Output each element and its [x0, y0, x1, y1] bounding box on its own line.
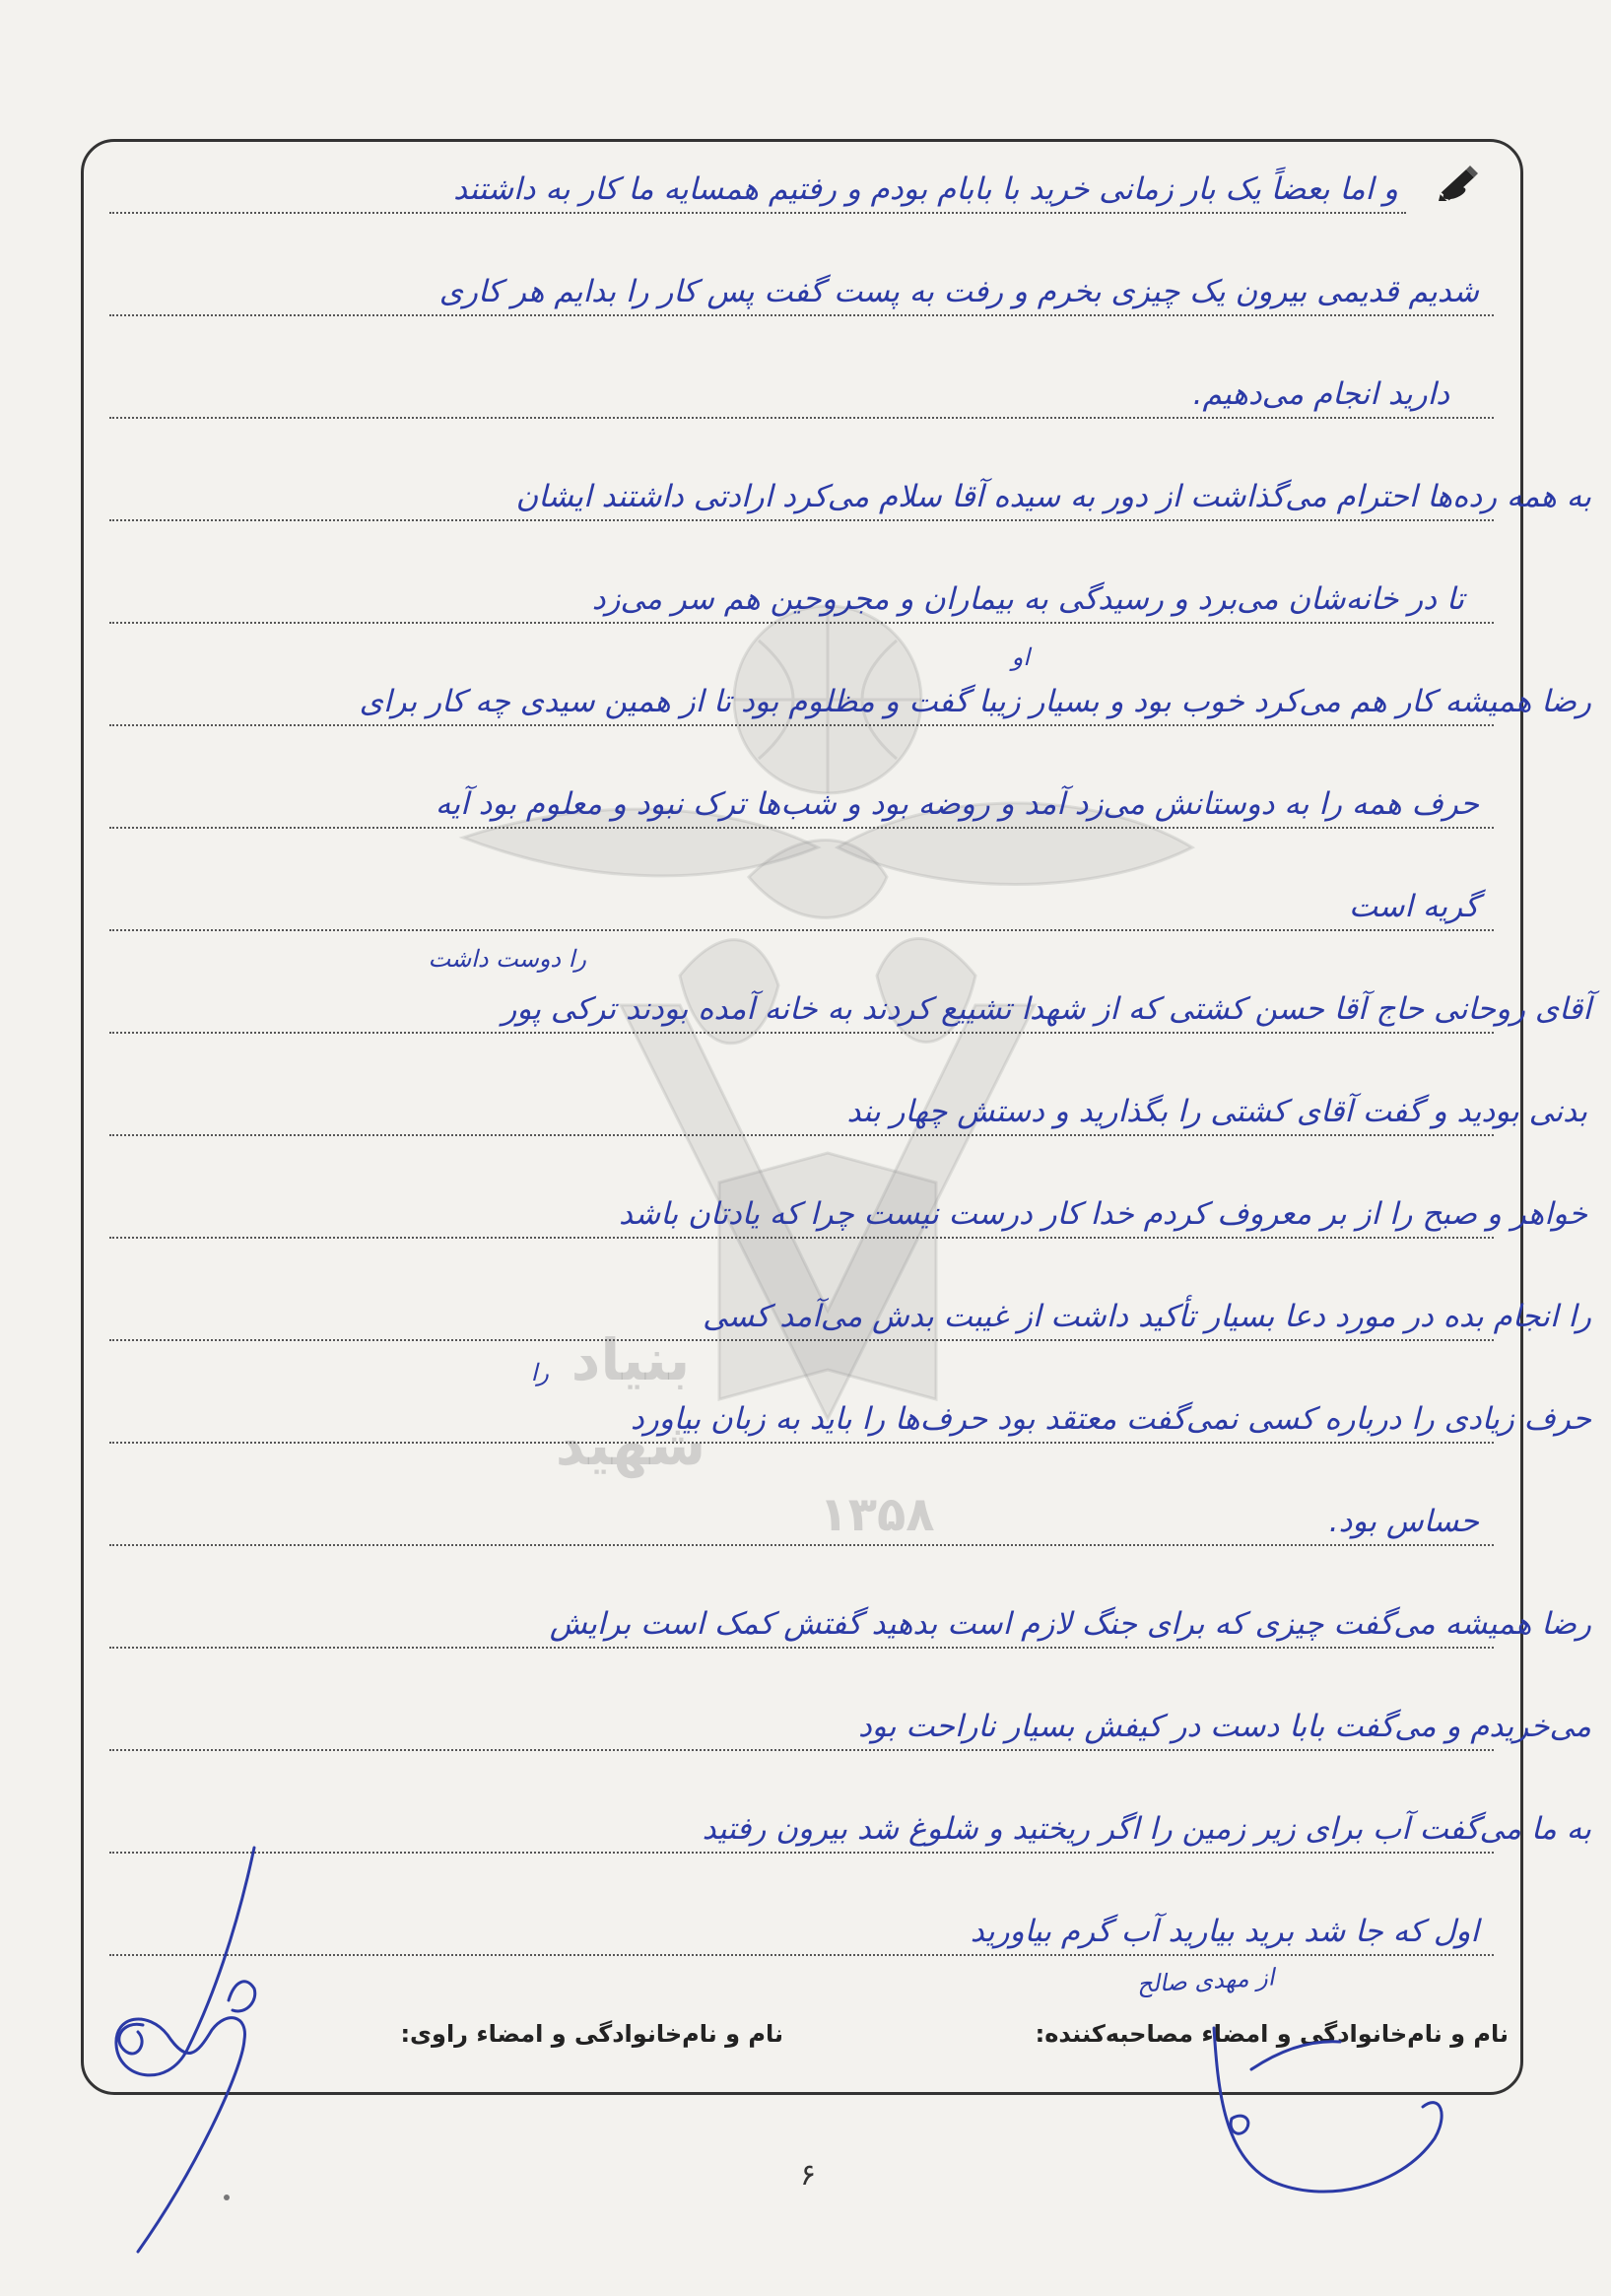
ruled-line — [109, 1647, 1494, 1649]
ruled-line — [109, 1339, 1494, 1341]
ruled-line — [109, 417, 1494, 419]
ruled-line — [109, 1237, 1494, 1239]
interviewer-signature-stroke — [1231, 2116, 1248, 2133]
interlinear-note: را دوست داشت — [428, 945, 586, 973]
ruled-line — [109, 1032, 1494, 1034]
handwritten-line: حساس بود. — [1328, 1504, 1479, 1539]
ruled-line — [109, 519, 1494, 521]
handwritten-line: به همه رده‌ها احترام می‌گذاشت از دور به سیده آقا سلام می‌کرد ارادتی داشتند ایشان — [515, 479, 1591, 514]
handwritten-line: تا در خانه‌شان می‌برد و رسیدگی به بیماران و مجروحین هم سر می‌زد — [591, 581, 1464, 617]
interviewer-signature-label: نام و نام‌خانوادگی و امضاء مصاحبه‌کننده: — [1035, 2020, 1509, 2048]
interlinear-note: را — [530, 1359, 549, 1386]
watermark-text-3: ۱۳۵۸ — [819, 1487, 935, 1542]
handwritten-line: بدنی بودید و گفت آقای کشتی را بگذارید و دستش چهار بند — [846, 1094, 1587, 1129]
ruled-line — [109, 1852, 1494, 1854]
ink-dot — [224, 2195, 230, 2200]
page-number: ۶ — [800, 2158, 817, 2193]
watermark-text-2: شهید — [555, 1411, 706, 1478]
pencil-icon — [1437, 164, 1480, 203]
handwritten-line: شدیم قدیمی بیرون یک چیزی بخرم و رفت به پست گفت پس کار را بدایم هر کاری — [438, 274, 1479, 309]
handwritten-line: آقای روحانی حاج آقا حسن کشتی که از شهدا تشییع کردند به خانه آمده بودند ترکی پور — [502, 991, 1591, 1027]
ruled-line — [109, 212, 1406, 214]
ruled-line — [109, 1954, 1494, 1956]
ruled-line — [109, 929, 1494, 931]
interlinear-note: او — [1011, 643, 1030, 671]
handwritten-line: می‌خریدم و می‌گفت بابا دست در کیفش بسیار ناراحت بود — [858, 1709, 1591, 1744]
handwritten-line: حرف زیادی را درباره کسی نمی‌گفت معتقد بود حرف‌ها را باید به زبان بیاورد — [630, 1401, 1591, 1437]
ruled-line — [109, 314, 1494, 316]
handwritten-line: را انجام بده در مورد دعا بسیار تأکید داشت از غیبت بدش می‌آمد کسی — [703, 1299, 1591, 1334]
ruled-line — [109, 1544, 1494, 1546]
handwritten-line: اول که جا شد برید بیارید آب گرم بیاورید — [970, 1914, 1479, 1949]
handwritten-line: و اما بعضاً یک بار زمانی خرید با بابام بودم و رفتیم همسایه ما کار به داشتند — [453, 171, 1398, 207]
ruled-line — [109, 1442, 1494, 1444]
interviewer-handwritten-name: از مهدی صالح — [1136, 1963, 1275, 1998]
handwritten-line: رضا همیشه کار هم می‌کرد خوب بود و بسیار زیبا گفت و مظلوم بود تا از همین سیدی چه کار برای — [359, 684, 1591, 719]
ruled-line — [109, 827, 1494, 829]
ruled-line — [109, 1749, 1494, 1751]
ruled-line — [109, 1134, 1494, 1136]
handwritten-line: به ما می‌گفت آب برای زیر زمین را اگر ریختید و شلوغ شد بیرون رفتید — [702, 1811, 1591, 1847]
handwritten-line: گریه است — [1349, 889, 1479, 924]
handwritten-line: خواهر و صبح را از بر معروف کردم خدا کار درست نیست چرا که یادتان باشد — [618, 1196, 1587, 1232]
narrator-signature-label: نام و نام‌خانوادگی و امضاء راوی: — [400, 2020, 783, 2048]
ruled-line — [109, 622, 1494, 624]
handwritten-line: دارید انجام می‌دهیم. — [1192, 376, 1449, 412]
handwritten-line: رضا همیشه می‌گفت چیزی که برای جنگ لازم است بدهید گفتش کمک است برایش — [549, 1606, 1591, 1642]
ruled-line — [109, 724, 1494, 726]
watermark-text-1: بنیاد — [571, 1326, 691, 1393]
handwritten-line: حرف همه را به دوستانش می‌زد آمد و روضه بود و شب‌ها ترک نبود و معلوم بود آیه — [435, 786, 1479, 822]
